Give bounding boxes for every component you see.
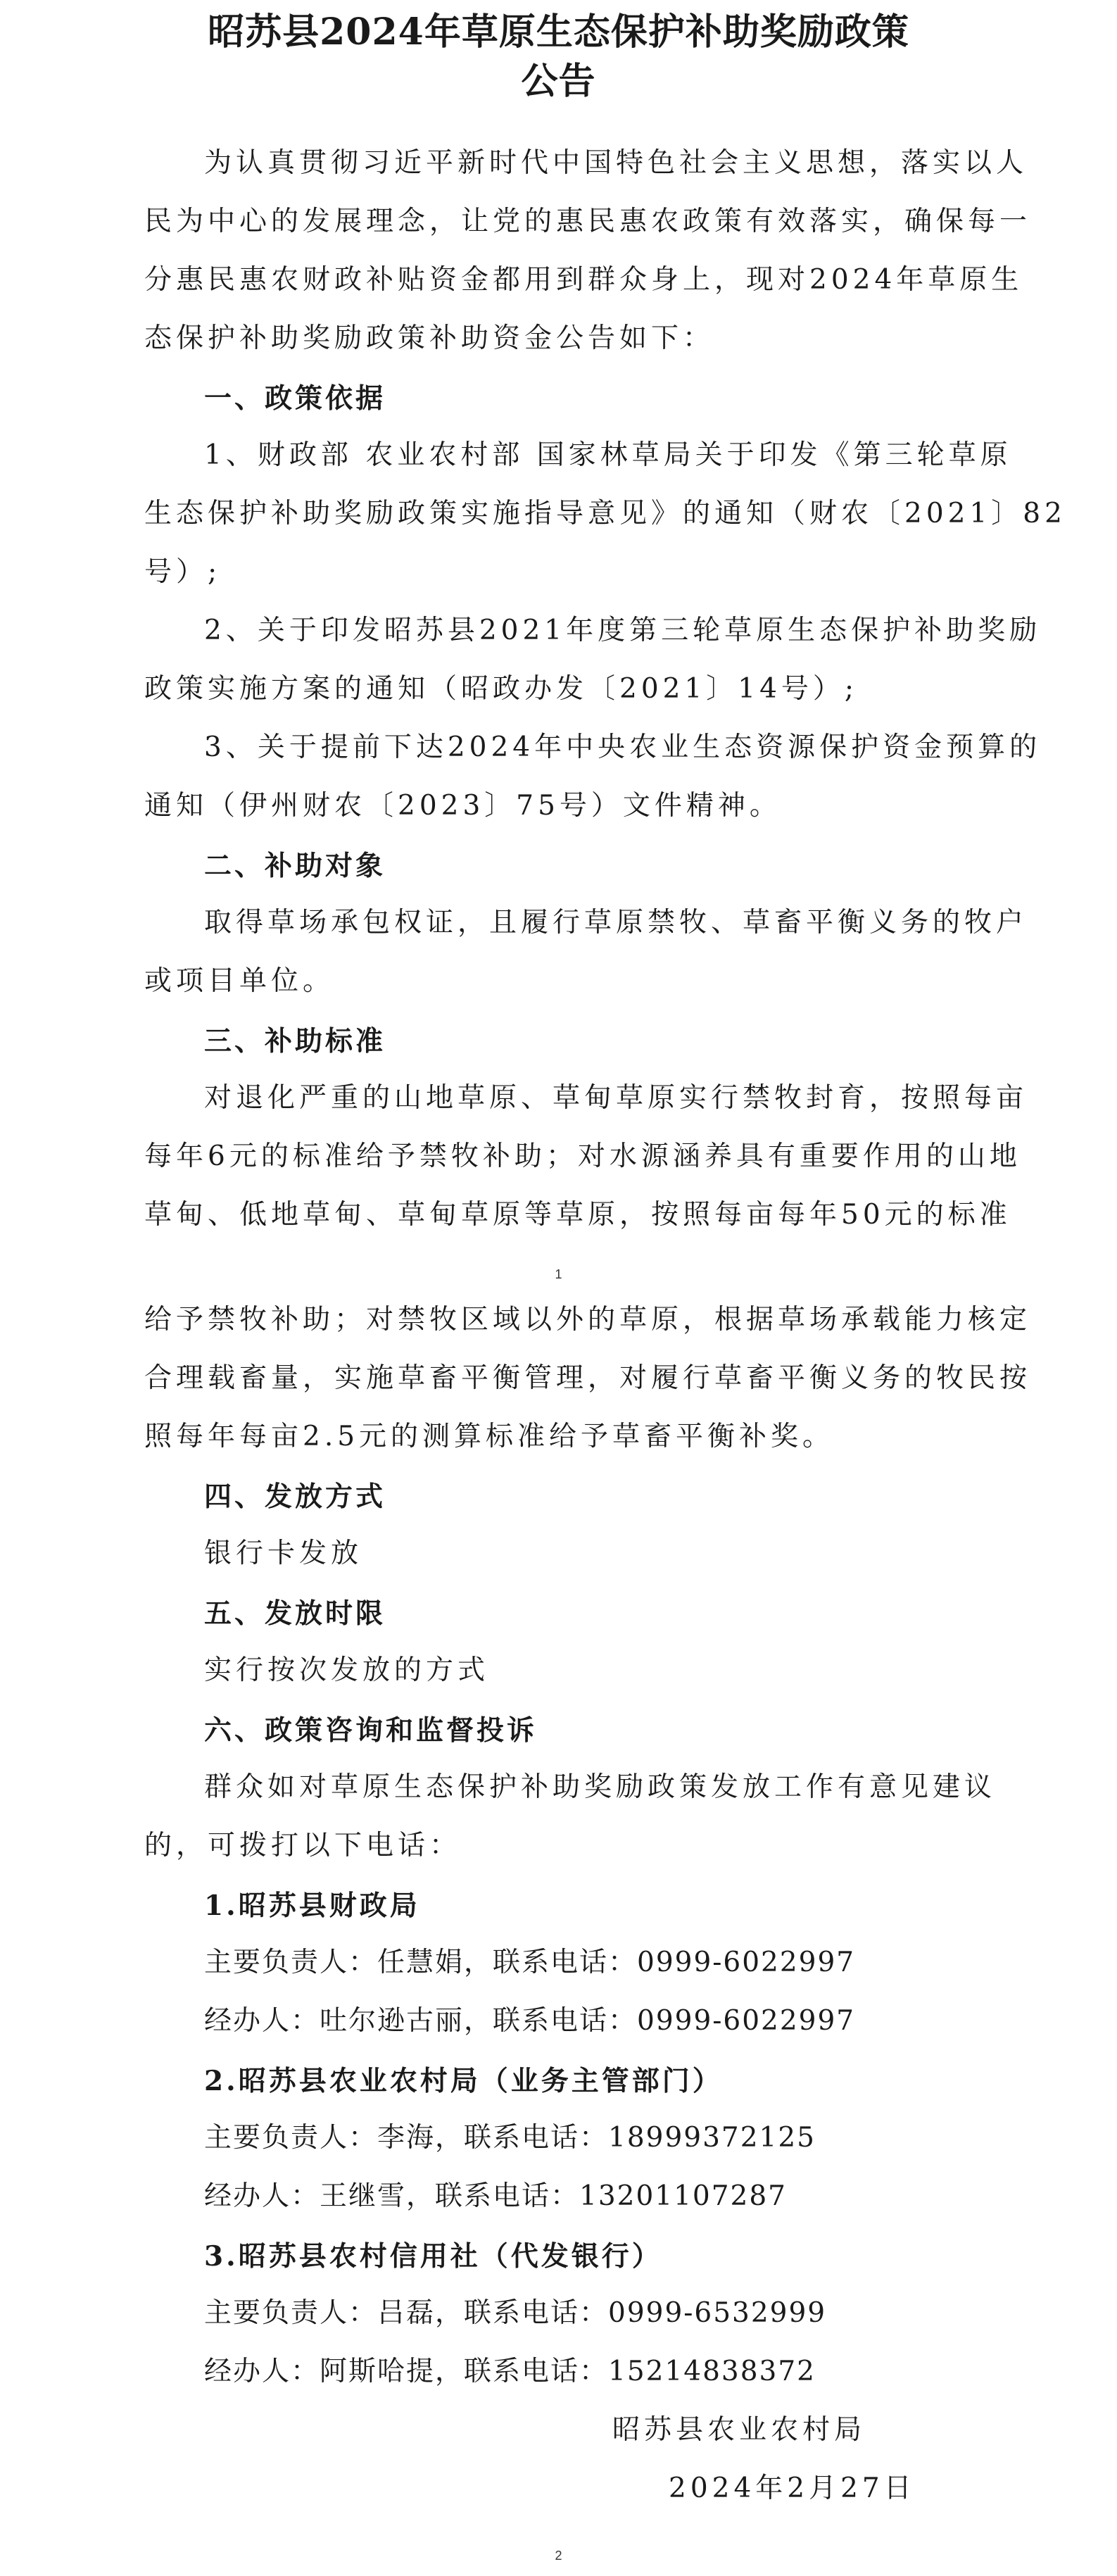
page-number: 1: [555, 1267, 562, 1281]
section-heading-payment-method: 四、发放方式: [204, 1481, 386, 1513]
subsidy-standard-line: 合理载畜量，实施草畜平衡管理，对履行草畜平衡义务的牧民按: [144, 1362, 1032, 1394]
subsidy-recipients-line: 或项目单位。: [144, 965, 335, 997]
payment-method-line: 银行卡发放: [204, 1538, 363, 1569]
consultation-line: 群众如对草原生态保护补助奖励政策发放工作有意见建议: [204, 1771, 997, 1803]
policy-basis-line: 1、财政部 农业农村部 国家林草局关于印发《第三轮草原: [204, 439, 1012, 471]
consultation-line: 的，可拨打以下电话：: [144, 1830, 462, 1861]
subsidy-standard-line: 对退化严重的山地草原、草甸草原实行禁牧封育，按照每亩: [204, 1082, 1028, 1114]
policy-basis-line: 生态保护补助奖励政策实施指导意见》的通知（财农〔2021〕82: [144, 498, 1066, 529]
contact-handler: 经办人：王继雪，联系电话：13201107287: [204, 2180, 787, 2212]
contact-organization: 3.昭苏县农村信用社（代发银行）: [204, 2240, 662, 2273]
policy-basis-line: 号）;: [144, 556, 222, 588]
subsidy-standard-line: 草甸、低地草甸、草甸草原等草原，按照每亩每年50元的标准: [144, 1199, 1011, 1231]
contact-organization: 2.昭苏县农业农村局（业务主管部门）: [204, 2065, 723, 2097]
policy-basis-line: 通知（伊州财农〔2023〕75号）文件精神。: [144, 790, 781, 822]
signature-date: 2024年2月27日: [669, 2473, 916, 2504]
subsidy-standard-line: 给予禁牧补助；对禁牧区域以外的草原，根据草场承载能力核定: [144, 1304, 1032, 1336]
subsidy-standard-line: 照每年每亩2.5元的测算标准给予草畜平衡补奖。: [144, 1421, 835, 1452]
contact-lead: 主要负责人：任慧娟，联系电话：0999-6022997: [204, 1947, 856, 1978]
policy-basis-line: 政策实施方案的通知（昭政办发〔2021〕14号）;: [144, 673, 859, 705]
policy-basis-line: 3、关于提前下达2024年中央农业生态资源保护资金预算的: [204, 731, 1042, 763]
intro-line: 民为中心的发展理念，让党的惠民惠农政策有效落实，确保每一: [144, 206, 1032, 237]
document-title-line-1: 昭苏县2024年草原生态保护补助奖励政策: [208, 11, 909, 54]
signature-agency: 昭苏县农业农村局: [612, 2414, 866, 2446]
intro-line: 为认真贯彻习近平新时代中国特色社会主义思想，落实以人: [204, 147, 1028, 179]
document-title-line-2: 公告: [521, 60, 596, 103]
section-heading-consultation-complaints: 六、政策咨询和监督投诉: [204, 1714, 538, 1747]
subsidy-recipients-line: 取得草场承包权证，且履行草原禁牧、草畜平衡义务的牧户: [204, 907, 1028, 938]
intro-line: 态保护补助奖励政策补助资金公告如下：: [144, 322, 715, 354]
policy-basis-line: 2、关于印发昭苏县2021年度第三轮草原生态保护补助奖励: [204, 615, 1042, 646]
section-heading-subsidy-recipients: 二、补助对象: [204, 850, 386, 882]
contact-handler: 经办人：阿斯哈提，联系电话：15214838372: [204, 2356, 816, 2387]
contact-lead: 主要负责人：李海，联系电话：18999372125: [204, 2122, 816, 2154]
payment-period-line: 实行按次发放的方式: [204, 1654, 490, 1686]
intro-line: 分惠民惠农财政补贴资金都用到群众身上，现对2024年草原生: [144, 264, 1023, 296]
section-heading-payment-period: 五、发放时限: [204, 1597, 386, 1630]
contact-handler: 经办人：吐尔逊古丽，联系电话：0999-6022997: [204, 2005, 856, 2037]
section-heading-policy-basis: 一、政策依据: [204, 382, 386, 415]
page-number: 2: [555, 2549, 562, 2563]
subsidy-standard-line: 每年6元的标准给予禁牧补助；对水源涵养具有重要作用的山地: [144, 1141, 1021, 1172]
contact-lead: 主要负责人：吕磊，联系电话：0999-6532999: [204, 2297, 827, 2329]
section-heading-subsidy-standard: 三、补助标准: [204, 1025, 386, 1057]
contact-organization: 1.昭苏县财政局: [204, 1890, 420, 1922]
